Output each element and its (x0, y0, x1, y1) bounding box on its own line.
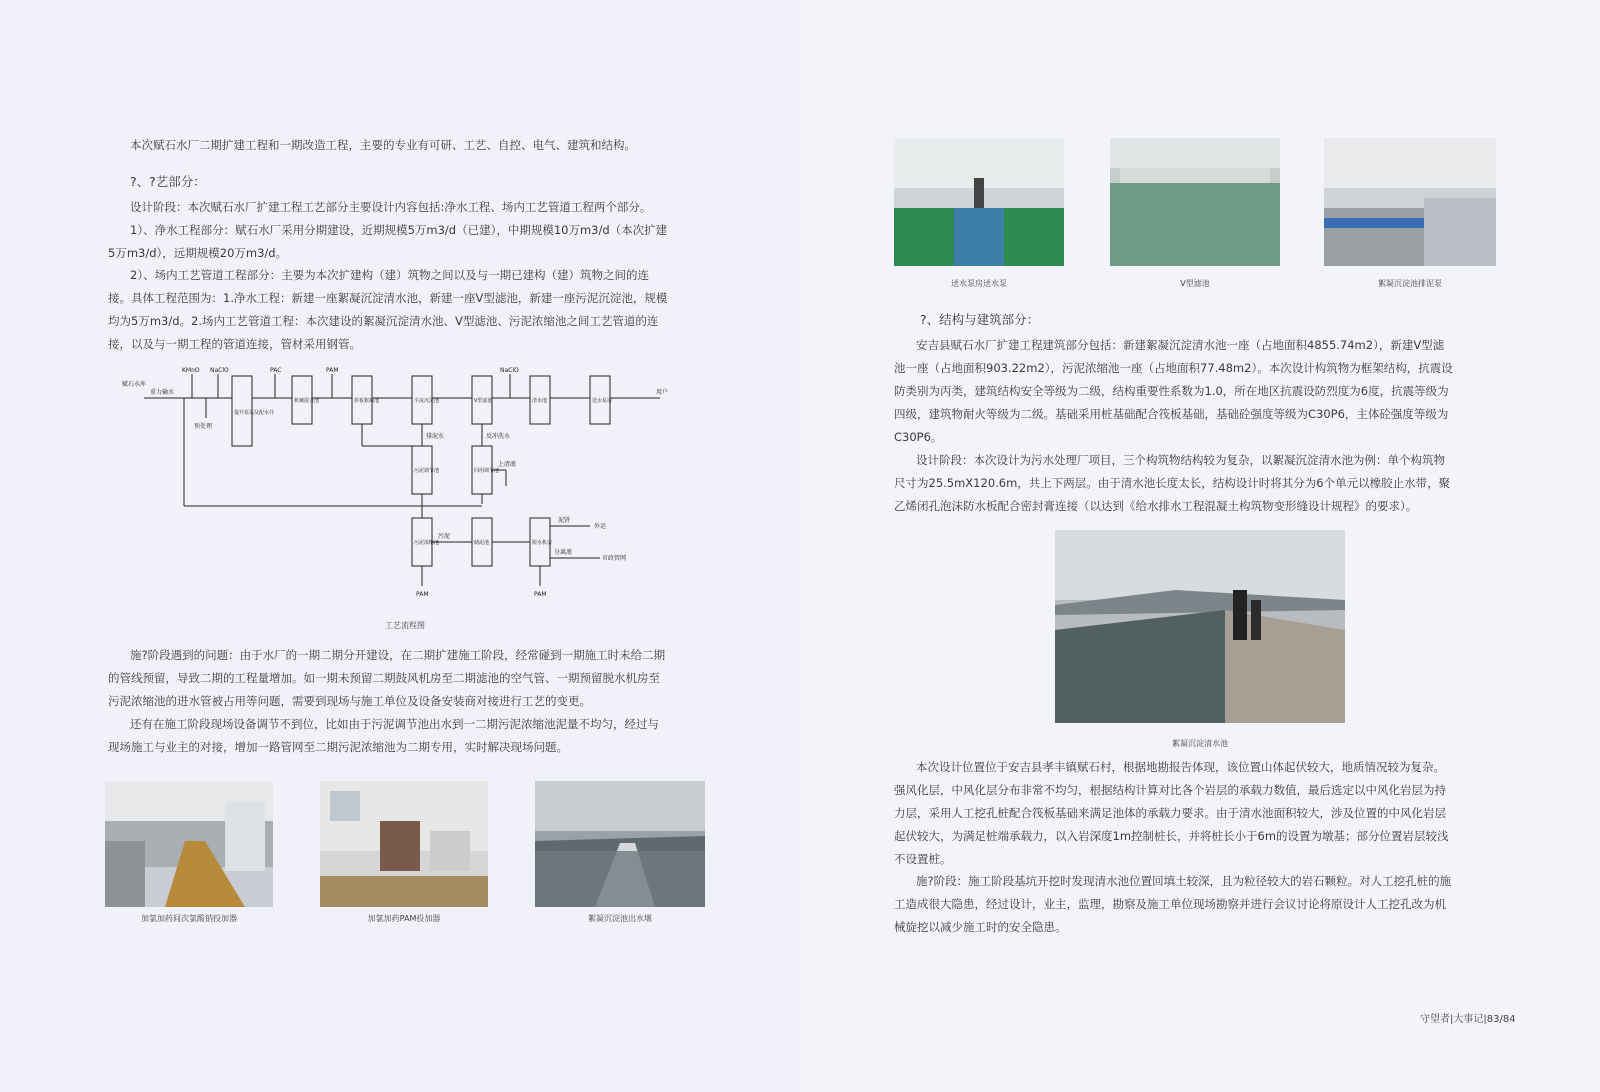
label-naclo2: NaClO (500, 367, 519, 374)
label-box5: V型滤池 (474, 398, 493, 404)
building-paragraph: 安吉县赋石水厂扩建工程建筑部分包括：新建絮凝沉淀清水池一座（占地面积4855.74m2），新建V型滤池一座（占地面积903.22m2），污泥浓缩池一座（占地面积77.48m2）。本次设计构筑物为框架结构，抗震设防类别为丙类，建筑结构安全等级为二级，结构重要性系数为1.0，所在地区抗震设防烈度为6度，抗震等级为四级，建筑物耐火等级为二级。基础采用桩基础配合筏板基础，基础砼强度等级为C30P6，主体砼强度等级为C30P6。 (894, 338, 1453, 444)
water-purification-paragraph: 1）、净水工程部分：赋石水厂采用分期建设，近期规模5万m3/d（已建），中期规模10万m3/d（本次扩建5万m3/d），远期规模20万m3/d。 (108, 223, 668, 260)
label-box12: 脱水机房 (532, 540, 553, 546)
photo-sludge-pump (1324, 138, 1496, 266)
label-supernatant: 上清液 (498, 461, 517, 468)
label-pac: PAC (270, 367, 282, 374)
label-user: 用户 (656, 389, 669, 396)
photo-v-filter (1110, 138, 1280, 266)
top-photo-caption-3: 絮凝沉淀池排泥泵 (1378, 279, 1442, 288)
intro-paragraph: 本次赋石水厂二期扩建工程和一期改造工程，主要的专业有可研、工艺、自控、电气、建筑和结构。 (130, 138, 636, 152)
photo-sedimentation-weir (535, 781, 705, 907)
photo-caption-3: 絮凝沉淀池出水堰 (588, 914, 652, 923)
label-pam-bottom2: PAM (534, 591, 547, 598)
label-outside: 外运 (594, 523, 607, 530)
photo-pam-dosing (320, 781, 488, 907)
geology-paragraph: 本次设计位置位于安吉县孝丰镇赋石村，根据地勘报告体现，该位置山体起伏较大，地质情况较为复杂。强风化层，中风化层分布非常不均匀，根据结构计算对比各个岩层的承载力数值，最后选定以中风化岩层为持力层，采用人工挖孔桩配合筏板基础来满足池体的承载力要求。由于清水池面积较大，涉及位置的中风化岩层起伏较大，为满足桩端承载力，以入岩深度1m控制桩长，并将桩长小于6m的设置为墩基；部分位置岩层较浅不设置桩。 (894, 760, 1449, 866)
label-pam-bottom1: PAM (416, 591, 429, 598)
label-box11: 储泥池 (474, 540, 490, 546)
label-box3: 折板絮凝池 (354, 398, 380, 404)
process-section-title: ?、?艺部分： (130, 174, 206, 189)
label-sludge-water: 排泥水 (426, 433, 445, 440)
label-box6: 清水池 (532, 398, 548, 404)
process-design-paragraph: 设计阶段：本次赋石水厂扩建工程工艺部分主要设计内容包括:净水工程、场内工艺管道工程两个部分。 (130, 200, 652, 214)
equipment-adjust-paragraph: 还有在施工阶段现场设备调节不到位，比如由于污泥调节池出水到一二期污泥浓缩池泥量不均匀，经过与现场施工与业主的对接，增加一路管网至二期污泥浓缩池为二期专用，实时解决现场问题。 (108, 717, 659, 754)
photo-pump-room (894, 138, 1064, 266)
label-kmno4: KMnO (182, 367, 200, 374)
construction-issues-paragraph: 施?阶段遇到的问题：由于水厂的一期二期分开建设，在二期扩建施工阶段，经常碰到一期施工时未给二期的管线预留，导致二期的工程量增加。如一期未预留二期鼓风机房至二期滤池的空气管、一期预留脱水机房至污泥浓缩池的进水管被占用等问题，需要到现场与施工单位及设备安装商对接进行工艺的变更。 (108, 648, 666, 708)
construction-stage-paragraph: 施?阶段：施工阶段基坑开挖时发现清水池位置回填土较深，且为粒径较大的岩石颗粒。对人工挖孔桩的施工造成很大隐患，经过设计，业主，监理，勘察及施工单位现场勘察并进行会议讨论将原设计人工挖孔改为机械旋挖以减少施工时的安全隐患。 (894, 874, 1452, 934)
label-box8: 污泥调节池 (414, 468, 440, 474)
label-box2: 机械混合池 (294, 398, 320, 404)
top-photo-caption-1: 送水泵房送水泵 (951, 279, 1007, 288)
label-pam: PAM (326, 367, 339, 374)
label-backwash: 反冲洗水 (486, 433, 511, 440)
right-page (800, 0, 1600, 1092)
label-sludge: 污泥 (438, 533, 451, 540)
structure-design-paragraph: 设计阶段：本次设计为污水处理厂项目，三个构筑物结构较为复杂，以絮凝沉淀清水池为例：单个构筑物尺寸为25.5mX120.6m，共上下两层。由于清水池长度太长，结构设计时将其分为6个单元以橡胶止水带，聚乙烯闭孔泡沫防水板配合密封膏连接（以达到《给水排水工程混凝土构筑物变形缝设计规程》的要求）。 (894, 453, 1451, 513)
mid-photo-caption: 絮凝沉淀清水池 (1172, 739, 1228, 748)
label-to-sewer: 市政管网 (602, 555, 627, 562)
photo-clear-water-tank (1055, 530, 1345, 723)
label-filtrate: 分离液 (554, 549, 573, 556)
pipeline-paragraph: 2）、场内工艺管道工程部分：主要为本次扩建构（建）筑物之间以及与一期已建构（建）筑物之间的连接。具体工程范围为：1.净水工程：新建一座絮凝沉淀清水池，新建一座V型滤池，新建一座污泥沉淀池，规模均为5万m3/d。2.场内工艺管道工程：本次建设的絮凝沉淀清水池、V型滤池、污泥浓缩池之间工艺管道的连接，以及与一期工程的管道连接，管材采用钢管。 (108, 268, 668, 351)
top-photo-caption-2: V型滤池 (1180, 279, 1210, 288)
label-box1: 提升泵站及配水井 (234, 410, 275, 416)
label-box9: 回用调节池 (474, 468, 500, 474)
label-source: 赋石水库 (122, 381, 147, 388)
page-footer: 守望者|大事记|83/84 (1420, 1014, 1516, 1025)
photo-caption-2: 加氯加药PAM投加器 (367, 914, 441, 923)
label-naclo: NaClO (210, 367, 229, 374)
label-mud-cake: 泥饼 (558, 517, 571, 524)
label-preoxidation: 预处理 (194, 423, 213, 430)
flow-caption: 工艺流程图 (385, 621, 425, 630)
photo-hypochlorite-dosing (105, 781, 273, 907)
label-box4: 平流沉淀池 (414, 398, 440, 404)
label-box7: 送水泵房 (592, 398, 613, 404)
structure-section-title: ?、结构与建筑部分： (920, 312, 1040, 327)
label-gravity: 重力输水 (150, 389, 175, 396)
process-flow-diagram (120, 366, 680, 606)
label-box10: 污泥浓缩池 (414, 540, 440, 546)
photo-caption-1: 加氯加药间次氯酸钠投加器 (141, 914, 237, 923)
